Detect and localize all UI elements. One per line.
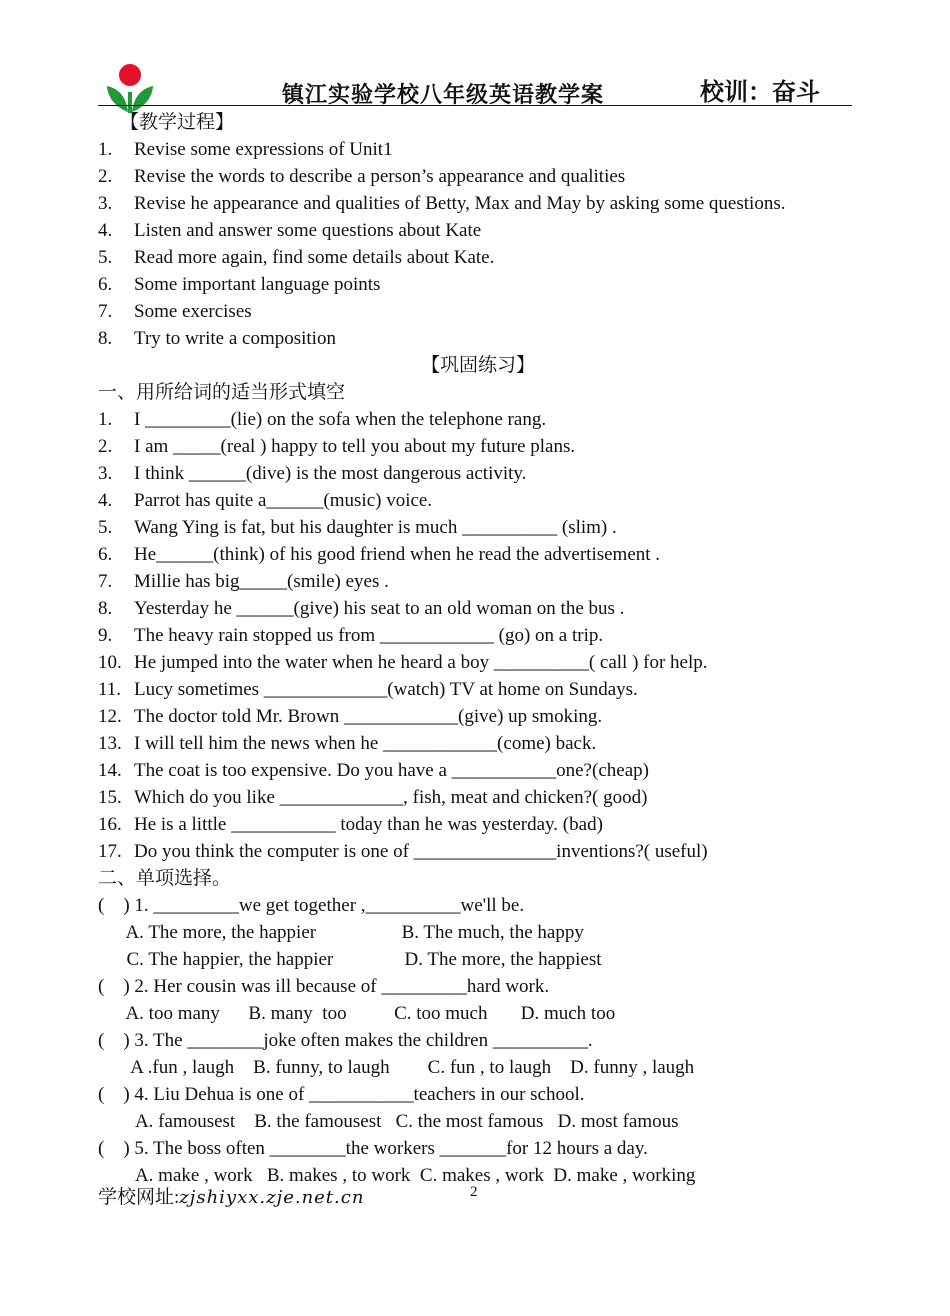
- item-text: He jumped into the water when he heard a boy __________( call ) for help.: [134, 652, 708, 673]
- process-step: [98, 325, 858, 352]
- fill-in-question: [98, 811, 858, 838]
- fill-in-question: [98, 703, 858, 730]
- item-number: 1.: [98, 409, 113, 430]
- item-text: Which do you like _____________, fish, meat and chicken?( good): [134, 787, 648, 808]
- item-text: Parrot has quite a______(music) voice.: [134, 490, 433, 511]
- fill-in-question: [98, 676, 858, 703]
- item-number: 5.: [98, 517, 113, 538]
- item-text: He______(think) of his good friend when he read the advertisement .: [134, 544, 661, 565]
- item-number: 7.: [98, 571, 113, 592]
- item-text: Some exercises: [134, 301, 252, 322]
- item-text: I _________(lie) on the sofa when the telephone rang.: [134, 409, 547, 430]
- item-text: Listen and answer some questions about Kate: [134, 220, 482, 241]
- fill-in-question: [98, 541, 858, 568]
- footer-label: 学校网址:: [98, 1187, 180, 1208]
- choice-options: A. too many B. many too C. too much D. much too: [98, 1003, 616, 1024]
- item-text: Millie has big_____(smile) eyes .: [134, 571, 389, 592]
- item-text: He is a little ___________ today than he was yesterday. (bad): [134, 814, 603, 835]
- fill-in-question: [98, 487, 858, 514]
- header-divider: [98, 105, 852, 106]
- item-text: Lucy sometimes _____________(watch) TV at home on Sundays.: [134, 679, 638, 700]
- item-text: The coat is too expensive. Do you have a ___________one?(cheap): [134, 760, 649, 781]
- fill-in-question: [98, 649, 858, 676]
- item-text: I think ______(dive) is the most dangerous activity.: [134, 463, 527, 484]
- item-number: 14.: [98, 760, 122, 781]
- process-step: [98, 298, 858, 325]
- school-logo: [104, 62, 156, 114]
- practice-heading: 【巩固练习】: [420, 355, 535, 376]
- item-text: Read more again, find some details about Kate.: [134, 247, 495, 268]
- document-title: 镇江实验学校八年级英语教学案: [282, 83, 605, 108]
- footer: [98, 1182, 364, 1209]
- item-number: 6.: [98, 544, 113, 565]
- item-text: I will tell him the news when he ____________(come) back.: [134, 733, 597, 754]
- choice-options: A. make , work B. makes , to work C. makes , work D. make , working: [98, 1165, 696, 1186]
- item-text: Do you think the computer is one of _______________inventions?( useful): [134, 841, 708, 862]
- school-motto: 校训：奋斗: [700, 78, 820, 106]
- process-step: [98, 271, 858, 298]
- part2-heading: 二、单项选择。: [98, 868, 232, 889]
- item-number: 2.: [98, 436, 113, 457]
- fill-in-question: [98, 784, 858, 811]
- multiple-choice-list: [98, 892, 858, 1189]
- fill-in-question: [98, 730, 858, 757]
- fill-in-list: [98, 406, 858, 865]
- item-number: 15.: [98, 787, 122, 808]
- fill-in-question: [98, 595, 858, 622]
- item-text: Revise he appearance and qualities of Betty, Max and May by asking some questions.: [134, 193, 786, 214]
- choice-question: ( ) 5. The boss often ________the workers _______for 12 hours a day.: [98, 1138, 648, 1159]
- item-number: 9.: [98, 625, 113, 646]
- fill-in-question: [98, 514, 858, 541]
- choice-options: A. famousest B. the famousest C. the most famous D. most famous: [98, 1111, 679, 1132]
- item-number: 1.: [98, 139, 113, 160]
- choice-options: A. The more, the happier B. The much, the happy: [98, 922, 584, 943]
- fill-in-question: [98, 838, 858, 865]
- item-number: 8.: [98, 328, 113, 349]
- logo-red-dot-icon: [119, 64, 141, 86]
- fill-in-question: [98, 622, 858, 649]
- fill-in-question: [98, 757, 858, 784]
- process-heading: 【教学过程】: [120, 112, 235, 133]
- choice-options: C. The happier, the happier D. The more, the happiest: [98, 949, 602, 970]
- item-number: 10.: [98, 652, 122, 673]
- fill-in-question: [98, 568, 858, 595]
- item-number: 17.: [98, 841, 122, 862]
- item-number: 13.: [98, 733, 122, 754]
- item-number: 2.: [98, 166, 113, 187]
- fill-in-question: [98, 406, 858, 433]
- item-text: Revise some expressions of Unit1: [134, 139, 393, 160]
- item-number: 16.: [98, 814, 122, 835]
- choice-question: ( ) 1. _________we get together ,__________we'll be.: [98, 895, 525, 916]
- process-step: [98, 136, 858, 163]
- item-number: 11.: [98, 679, 122, 700]
- page-content: [98, 109, 858, 1189]
- item-text: The heavy rain stopped us from ____________ (go) on a trip.: [134, 625, 604, 646]
- item-text: Wang Ying is fat, but his daughter is much __________ (slim) .: [134, 517, 617, 538]
- process-step: [98, 190, 858, 217]
- item-number: 4.: [98, 490, 113, 511]
- item-number: 12.: [98, 706, 122, 727]
- fill-in-question: [98, 460, 858, 487]
- item-number: 3.: [98, 193, 113, 214]
- item-text: The doctor told Mr. Brown ____________(give) up smoking.: [134, 706, 603, 727]
- fill-in-question: [98, 433, 858, 460]
- choice-question: ( ) 4. Liu Dehua is one of ___________teachers in our school.: [98, 1084, 585, 1105]
- item-number: 8.: [98, 598, 113, 619]
- school-url[interactable]: zjshiyxx.zje.net.cn: [179, 1187, 365, 1208]
- item-number: 3.: [98, 463, 113, 484]
- item-number: 7.: [98, 301, 113, 322]
- choice-options: A .fun , laugh B. funny, to laugh C. fun , to laugh D. funny , laugh: [98, 1057, 695, 1078]
- choice-question: ( ) 3. The ________joke often makes the children __________.: [98, 1030, 593, 1051]
- choice-question: ( ) 2. Her cousin was ill because of _________hard work.: [98, 976, 550, 997]
- part1-heading: 一、用所给词的适当形式填空: [98, 382, 346, 403]
- process-step: [98, 244, 858, 271]
- item-text: I am _____(real ) happy to tell you about my future plans.: [134, 436, 576, 457]
- item-text: Yesterday he ______(give) his seat to an old woman on the bus .: [134, 598, 625, 619]
- item-text: Some important language points: [134, 274, 381, 295]
- item-number: 5.: [98, 247, 113, 268]
- item-text: Revise the words to describe a person’s appearance and qualities: [134, 166, 626, 187]
- page-number: 2: [470, 1184, 478, 1200]
- item-number: 4.: [98, 220, 113, 241]
- process-list: [98, 136, 858, 352]
- item-number: 6.: [98, 274, 113, 295]
- process-step: [98, 217, 858, 244]
- item-text: Try to write a composition: [134, 328, 336, 349]
- process-step: [98, 163, 858, 190]
